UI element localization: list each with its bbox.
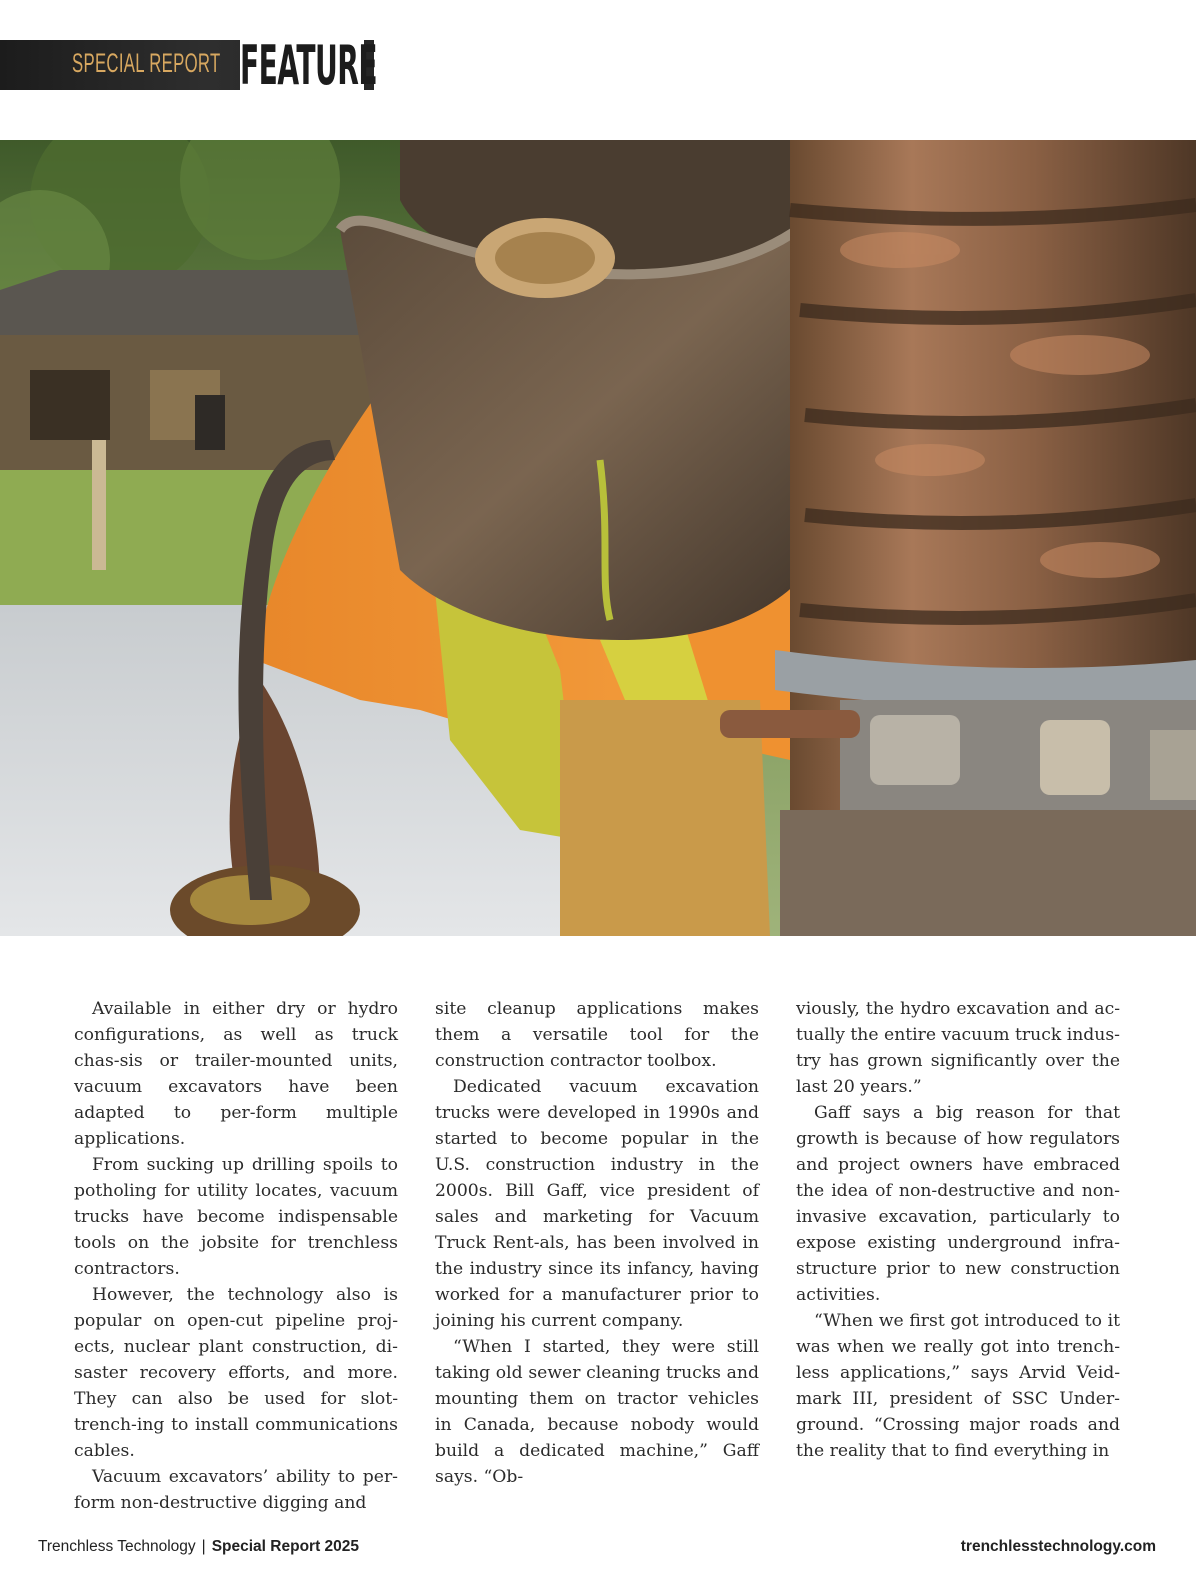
paragraph: However, the technology also is popular on open-cut pipeline proj-ects, nuclear plant construction, di-saster recovery efforts, and more. They can also be used for slot-trench-ing to install communications cables.	[74, 1285, 398, 1461]
article-column-2	[435, 996, 759, 1490]
paragraph: “When I started, they were still taking old sewer cleaning trucks and mounting them on tractor vehicles in Canada, because nobody would build a dedicated machine,” Gaff says. “Ob-	[435, 1337, 759, 1487]
issue-label: Special Report 2025	[211, 1538, 360, 1555]
footer-publication	[38, 1538, 359, 1556]
article-column-1	[74, 996, 398, 1516]
feature-label: FEATURE	[240, 34, 378, 97]
photo-worker-vacuum-hose-icon	[0, 140, 1196, 936]
section-banner	[0, 34, 378, 97]
paragraph: Gaff says a big reason for that growth is because of how regulators and project owners have embraced the idea of non-destructive and non-invasive excavation, particularly to expose existing underground infra-structure prior to new construction activities.	[796, 1103, 1120, 1305]
paragraph: Dedicated vacuum excavation trucks were developed in 1990s and started to become popular in the U.S. construction industry in the 2000s. Bill Gaff, vice president of sales and marketing for Vacuum Truck Rent-als, has been involved in the industry since its infancy, having worked for a manufacturer prior to joining his current company.	[435, 1077, 759, 1331]
feature-photo	[0, 140, 1196, 936]
paragraph: Vacuum excavators’ ability to per-form non-destructive digging and	[74, 1467, 398, 1513]
paragraph: “When we first got introduced to it was when we really got into trench-less applications,” says Arvid Veid-mark III, president of SSC Under-ground. “Crossing major roads and the reality that to find everything in	[796, 1311, 1120, 1461]
paragraph: From sucking up drilling spoils to potholing for utility locates, vacuum trucks have become indispensable tools on the jobsite for trenchless contractors.	[74, 1155, 398, 1279]
section-label: SPECIAL REPORT	[72, 48, 221, 78]
publication-name: Trenchless Technology	[38, 1538, 196, 1555]
paragraph: viously, the hydro excavation and ac-tually the entire vacuum truck indus-try has grown significantly over the last 20 years.”	[796, 999, 1120, 1097]
article-column-3	[796, 996, 1120, 1464]
footer-separator: |	[201, 1538, 206, 1555]
paragraph: Available in either dry or hydro configurations, as well as truck chas-sis or trailer-mounted units, vacuum excavators have been adapted to per-form multiple applications.	[74, 999, 398, 1149]
footer-website[interactable]: trenchlesstechnology.com	[960, 1538, 1156, 1555]
paragraph: site cleanup applications makes them a versatile tool for the construction contractor toolbox.	[435, 999, 759, 1071]
